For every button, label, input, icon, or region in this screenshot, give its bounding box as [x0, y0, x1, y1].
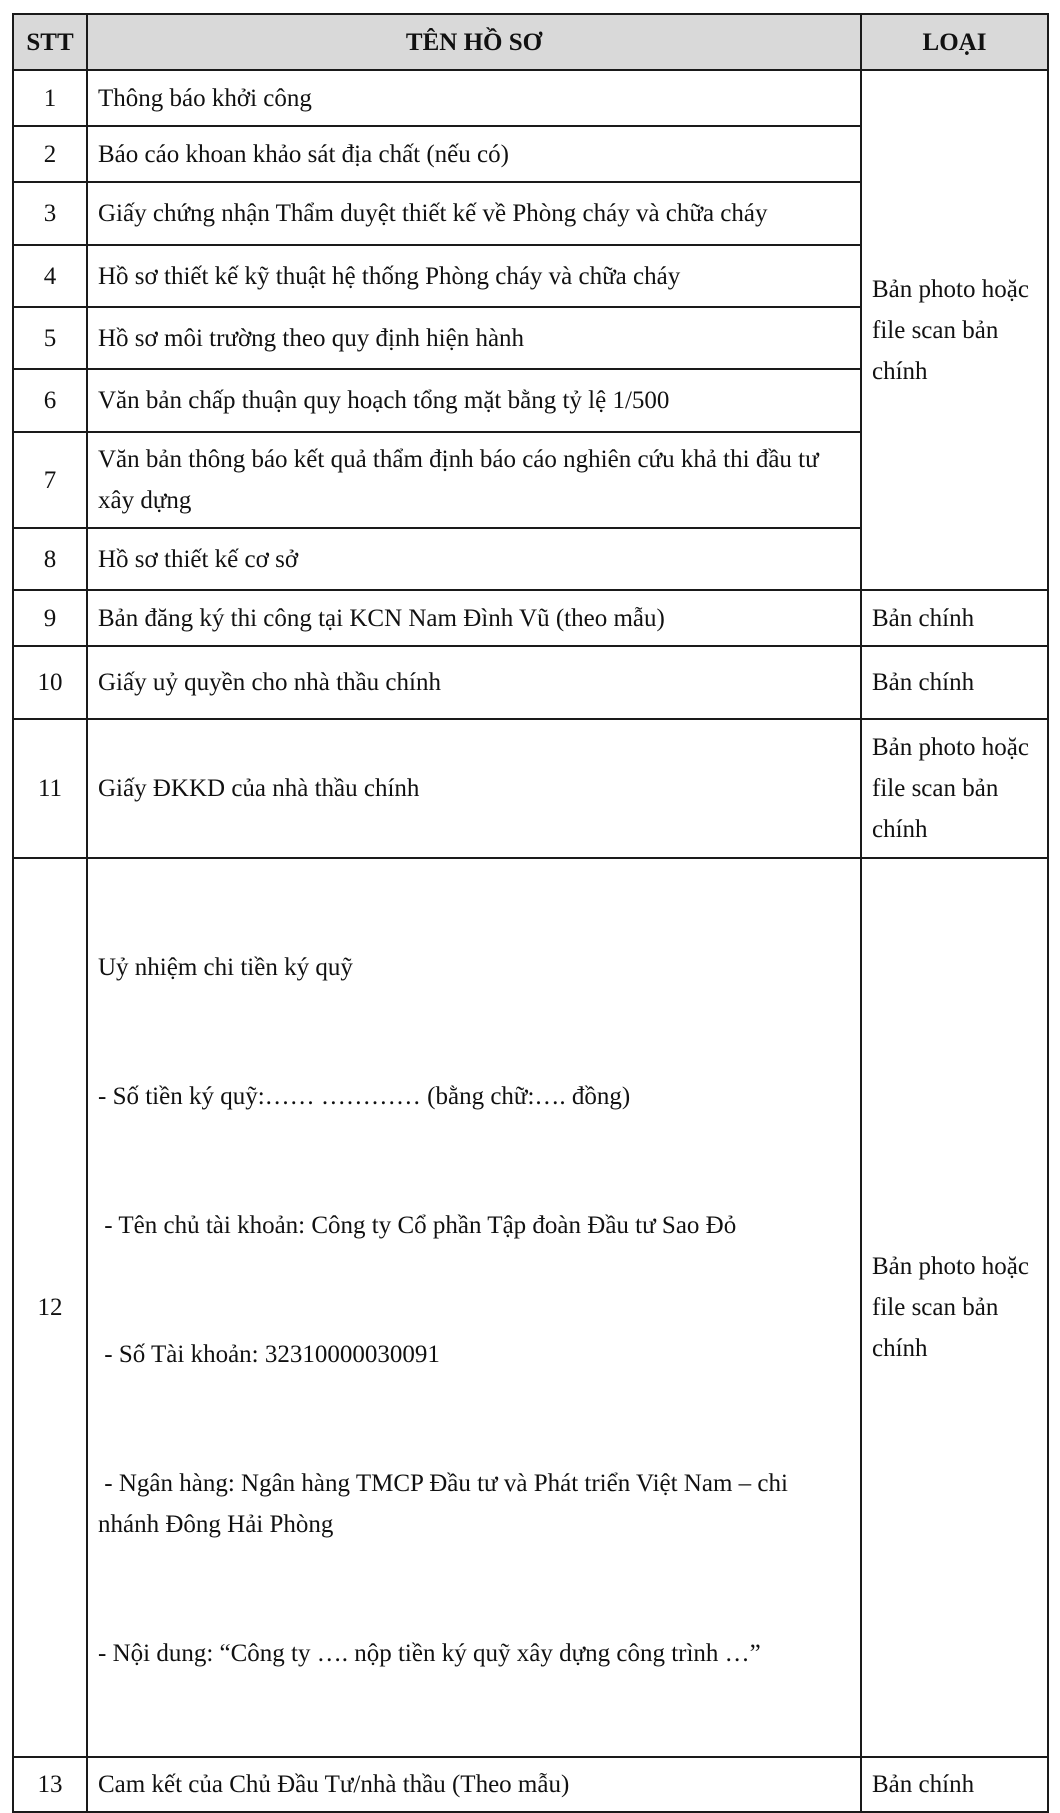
- row-number: 1: [13, 70, 87, 126]
- row-number: 2: [13, 126, 87, 182]
- document-name-multiline: [87, 858, 861, 1757]
- detail-line: - Ngân hàng: Ngân hàng TMCP Đầu tư và Phát triển Việt Nam – chi nhánh Đông Hải Phòng: [98, 1470, 795, 1538]
- table-row: [13, 1757, 1048, 1812]
- row-number: 10: [13, 646, 87, 719]
- document-table: [12, 13, 1049, 1813]
- table-row: [13, 70, 1048, 126]
- row-number: 6: [13, 369, 87, 432]
- row-number: 11: [13, 719, 87, 858]
- document-name: Giấy uỷ quyền cho nhà thầu chính: [87, 646, 861, 719]
- row-number: 7: [13, 432, 87, 528]
- document-name: Văn bản chấp thuận quy hoạch tổng mặt bằng tỷ lệ 1/500: [87, 369, 861, 432]
- detail-line: - Nội dung: “Công ty …. nộp tiền ký quỹ xây dựng công trình …”: [98, 1640, 761, 1667]
- table-row: [13, 590, 1048, 646]
- document-type: Bản chính: [861, 590, 1048, 646]
- document-type: Bản photo hoặc file scan bản chính: [861, 719, 1048, 858]
- document-name: Văn bản thông báo kết quả thẩm định báo cáo nghiên cứu khả thi đầu tư xây dựng: [87, 432, 861, 528]
- detail-line: - Số Tài khoản: 32310000030091: [98, 1341, 440, 1368]
- row-number: 8: [13, 528, 87, 590]
- header-stt: STT: [13, 14, 87, 70]
- row-number: 13: [13, 1757, 87, 1812]
- document-name: Bản đăng ký thi công tại KCN Nam Đình Vũ (theo mẫu): [87, 590, 861, 646]
- row-number: 12: [13, 858, 87, 1757]
- detail-line: - Tên chủ tài khoản: Công ty Cổ phần Tập đoàn Đầu tư Sao Đỏ: [98, 1212, 737, 1239]
- document-name: Hồ sơ thiết kế kỹ thuật hệ thống Phòng cháy và chữa cháy: [87, 245, 861, 307]
- row-number: 4: [13, 245, 87, 307]
- document-name: Uỷ nhiệm chi tiền ký quỹ: [98, 954, 353, 981]
- detail-line: - Số tiền ký quỹ:…… ………… (bằng chữ:…. đồng): [98, 1083, 631, 1110]
- table-row: [13, 646, 1048, 719]
- table-header-row: [13, 14, 1048, 70]
- document-type: Bản chính: [861, 1757, 1048, 1812]
- row-number: 3: [13, 182, 87, 245]
- row-number: 9: [13, 590, 87, 646]
- document-type: Bản chính: [861, 646, 1048, 719]
- header-type: LOẠI: [861, 14, 1048, 70]
- row-number: 5: [13, 307, 87, 369]
- document-name: Cam kết của Chủ Đầu Tư/nhà thầu (Theo mẫu): [87, 1757, 861, 1812]
- document-name: Giấy ĐKKD của nhà thầu chính: [87, 719, 861, 858]
- header-name: TÊN HỒ SƠ: [87, 14, 861, 70]
- document-name: Hồ sơ thiết kế cơ sở: [87, 528, 861, 590]
- table-row: [13, 858, 1048, 1757]
- document-type: Bản photo hoặc file scan bản chính: [861, 70, 1048, 590]
- document-name: Báo cáo khoan khảo sát địa chất (nếu có): [87, 126, 861, 182]
- document-name: Giấy chứng nhận Thẩm duyệt thiết kế về Phòng cháy và chữa cháy: [87, 182, 861, 245]
- table-row: [13, 719, 1048, 858]
- document-name: Thông báo khởi công: [87, 70, 861, 126]
- document-type: Bản photo hoặc file scan bản chính: [861, 858, 1048, 1757]
- document-name: Hồ sơ môi trường theo quy định hiện hành: [87, 307, 861, 369]
